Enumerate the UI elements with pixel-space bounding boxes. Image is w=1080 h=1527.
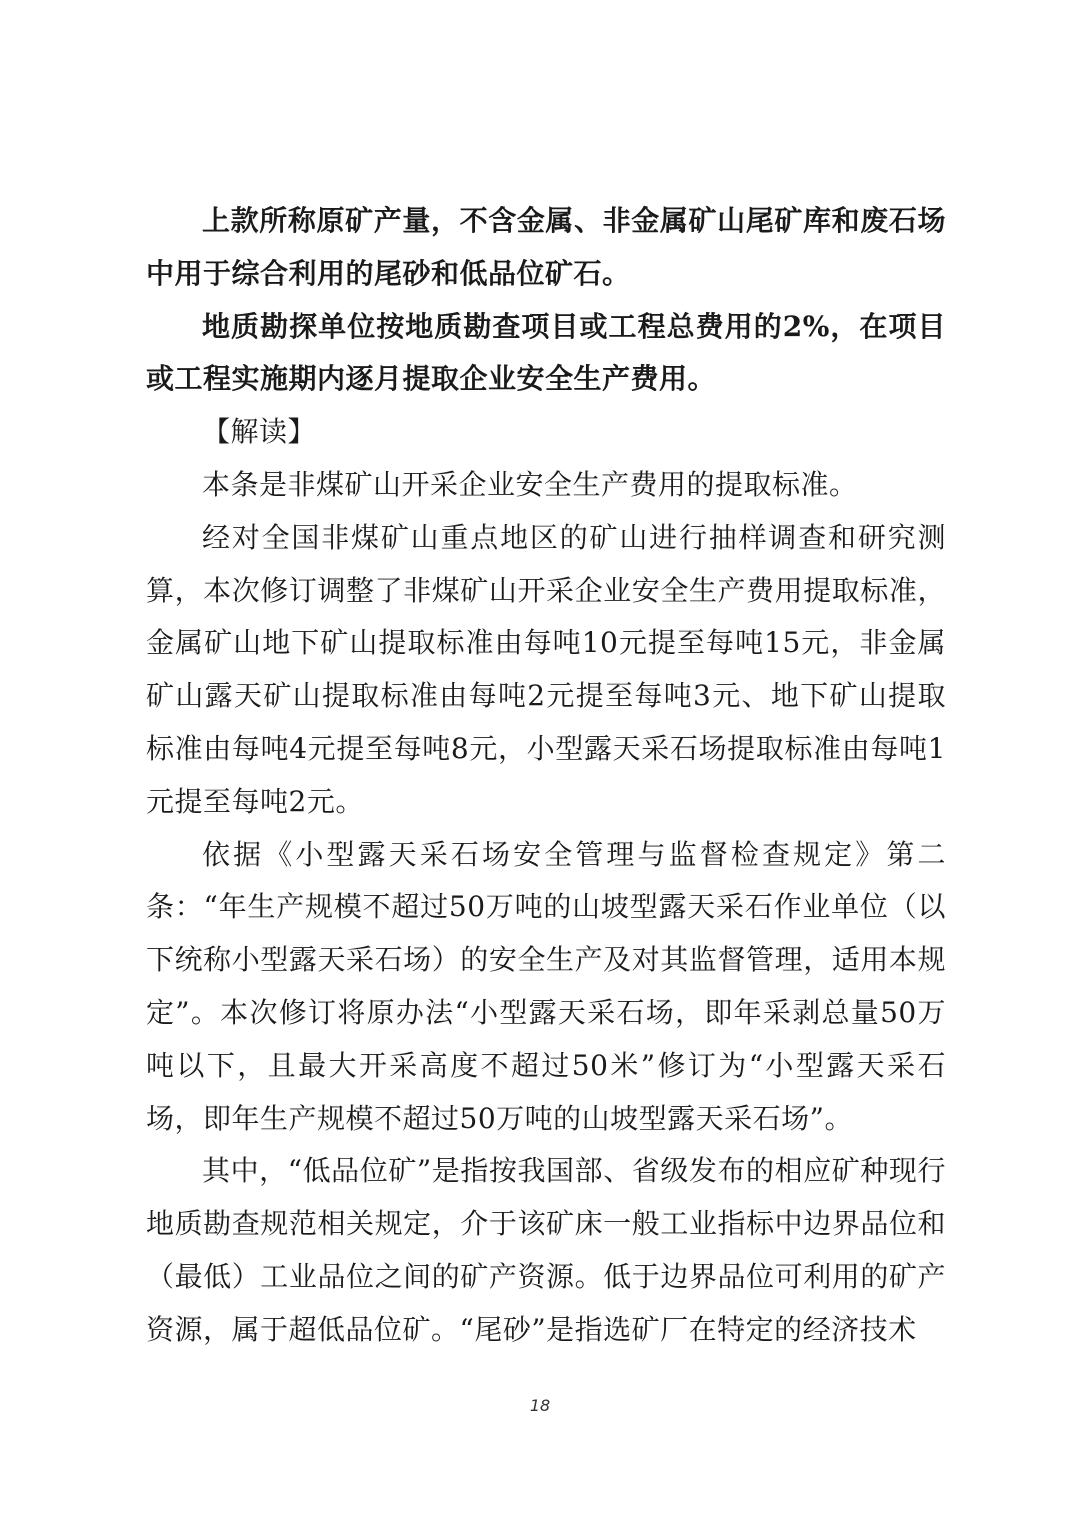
document-body [146,195,946,1357]
paragraph-article-summary: 本条是非煤矿山开采企业安全生产费用的提取标准。 [202,467,858,501]
paragraph-quarry-regulation: 依据《小型露天采石场安全管理与监督检查规定》第二条：“年生产规模不超过50万吨的山坡型露天采石作业单位（以下统称小型露天采石场）的安全生产及对其监督管理，适用本规定”。本次修订将原办法“小型露天采石场，即年采剥总量50万吨以下，且最大开采高度不超过50米”修订为“小型露天采石场，即年生产规模不超过50万吨的山坡型露天采石场”。 [146,837,946,1135]
section-heading-interpretation: 【解读】 [202,415,317,449]
paragraph-ore-output-note: 上款所称原矿产量，不含金属、非金属矿山尾矿库和废石场中用于综合利用的尾砂和低品位矿石。 [146,204,946,290]
paragraph-revised-standards: 经对全国非煤矿山重点地区的矿山进行抽样调查和研究测算，本次修订调整了非煤矿山开采企业安全生产费用提取标准，金属矿山地下矿山提取标准由每吨10元提至每吨15元，非金属矿山露天矿山提取标准由每吨2元提至每吨3元、地下矿山提取标准由每吨4元提至每吨8元，小型露天采石场提取标准由每吨1元提至每吨2元。 [146,520,946,818]
paragraph-low-grade-definition: 其中，“低品位矿”是指按我国部、省级发布的相应矿种现行地质勘查规范相关规定，介于该矿床一般工业指标中边界品位和（最低）工业品位之间的矿产资源。低于边界品位可利用的矿产资源，属于超低品位矿。“尾砂”是指选矿厂在特定的经济技术 [146,1154,946,1346]
paragraph-geological-exploration: 地质勘探单位按地质勘查项目或工程总费用的2%，在项目或工程实施期内逐月提取企业安全生产费用。 [146,309,946,396]
page-number: 18 [529,1396,551,1415]
